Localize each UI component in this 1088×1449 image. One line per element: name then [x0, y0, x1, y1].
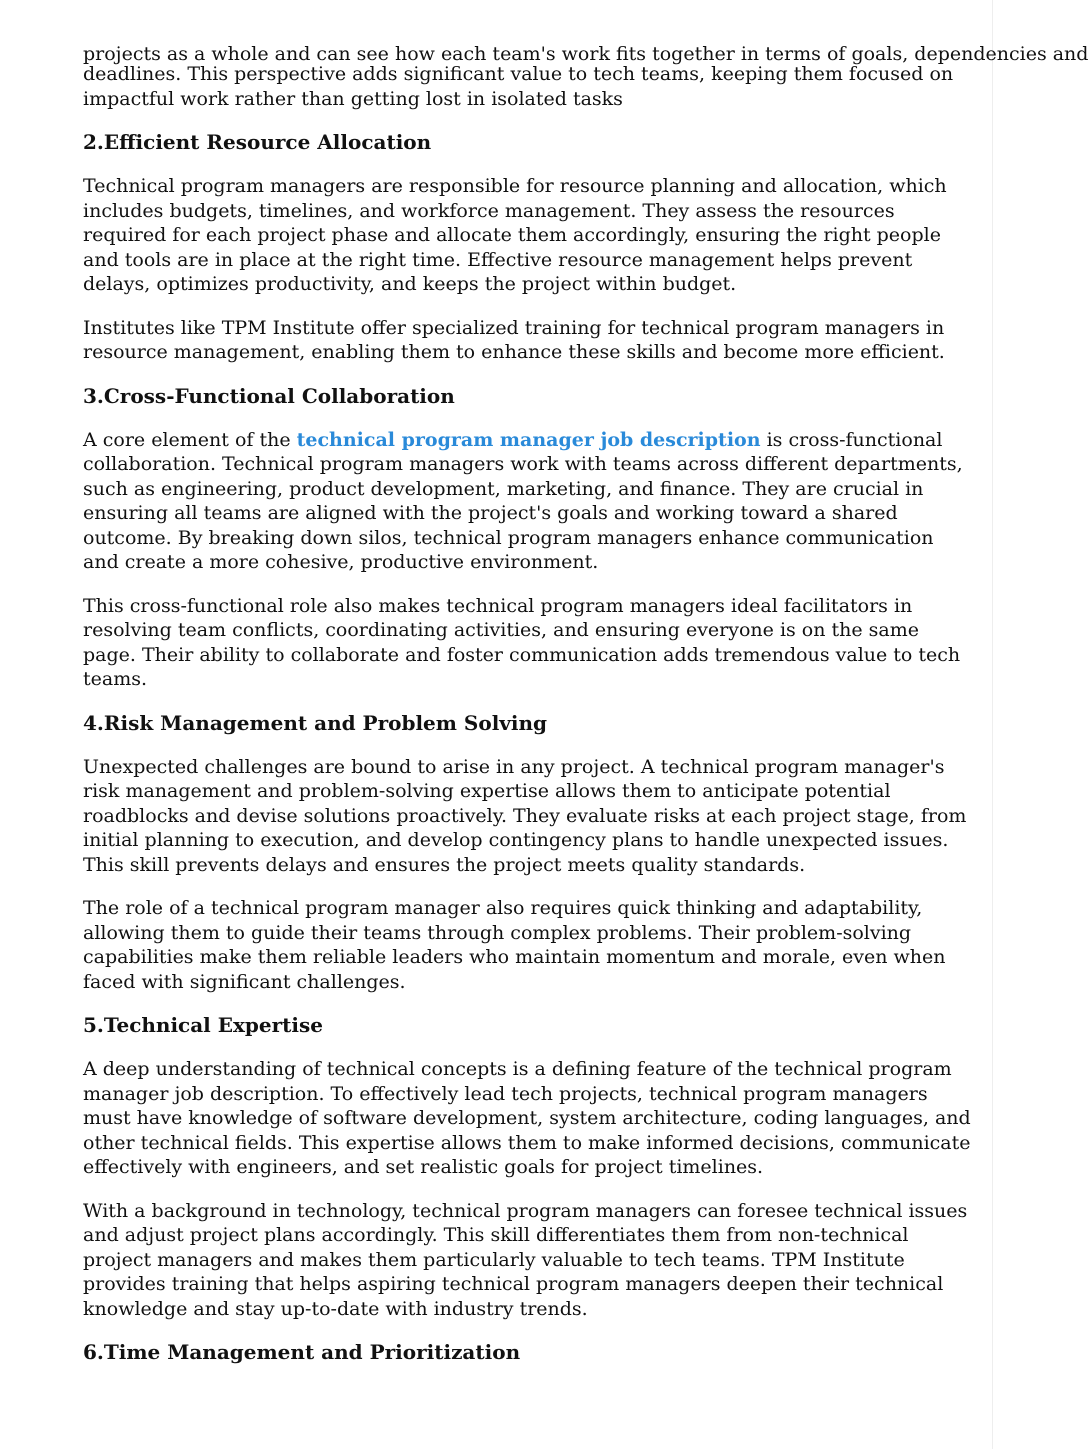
- paragraph: The role of a technical program manager also requires quick thinking and adaptability, allowing them to guide their teams through complex problems. Their problem-solving capabilities make them reliable leaders who maintain momentum and morale, even when faced with significant challenges.: [83, 897, 946, 993]
- section-heading-risk-management: 4.Risk Management and Problem Solving: [83, 710, 548, 735]
- job-description-link[interactable]: technical program manager job description: [296, 428, 761, 451]
- clipped-text: projects as a whole and can see how each team's work fits together in terms of goals, dependencies and: [83, 42, 1088, 65]
- article-body: [83, 40, 1088, 1384]
- paragraph-text: is cross-functional collaboration. Technical program managers work with teams across different departments, such as engineering, product development, marketing, and finance. They are crucial in ensuring all teams are aligned with the project's goals and working toward a shared outcome. By breaking down silos, technical program managers enhance communication and create a more cohesive, productive environment.: [83, 428, 963, 573]
- paragraph: Unexpected challenges are bound to arise in any project. A technical program manager's risk management and problem-solving expertise allows them to anticipate potential roadblocks and devise solutions proactively. They evaluate risks at each project stage, from initial planning to execution, and develop contingency plans to handle unexpected issues. This skill prevents delays and ensures the project meets quality standards.: [83, 755, 967, 876]
- section-heading-time-management: 6.Time Management and Prioritization: [83, 1340, 521, 1364]
- paragraph: Institutes like TPM Institute offer specialized training for technical program managers in resource management, enabling them to enhance these skills and become more efficient.: [83, 316, 945, 363]
- paragraph-with-link: [83, 428, 975, 575]
- clipped-text-line: [83, 40, 1088, 65]
- intro-paragraph-tail: deadlines. This perspective adds significant value to tech teams, keeping them focused on impactful work rather than getting lost in isolated tasks: [83, 63, 954, 110]
- section-heading-resource-allocation: 2.Efficient Resource Allocation: [83, 130, 432, 154]
- section-heading-technical-expertise: 5.Technical Expertise: [83, 1013, 323, 1037]
- paragraph: With a background in technology, technical program managers can foresee technical issues and adjust project plans accordingly. This skill differentiates them from non-technical project managers and makes them particularly valuable to tech teams. TPM Institute provides training that helps aspiring technical program managers deepen their technical knowledge and stay up-to-date with industry trends.: [83, 1199, 968, 1320]
- paragraph: A deep understanding of technical concepts is a defining feature of the technical program manager job description. To effectively lead tech projects, technical program managers must have knowledge of software development, system architecture, coding languages, and other technical fields. This expertise allows them to make informed decisions, communicate effectively with engineers, and set realistic goals for project timelines.: [83, 1058, 971, 1178]
- paragraph: Technical program managers are responsible for resource planning and allocation, which includes budgets, timelines, and workforce management. They assess the resources required for each project phase and allocate them accordingly, ensuring the right people and tools are in place at the right time. Effective resource management helps prevent delays, optimizes productivity, and keeps the project within budget.: [83, 175, 947, 295]
- paragraph-text: A core element of the: [83, 428, 297, 451]
- section-heading-cross-functional: 3.Cross-Functional Collaboration: [83, 383, 455, 408]
- paragraph: This cross-functional role also makes technical program managers ideal facilitators in resolving team conflicts, coordinating activities, and ensuring everyone is on the same page. Their ability to collaborate and foster communication adds tremendous value to tech teams.: [83, 594, 961, 690]
